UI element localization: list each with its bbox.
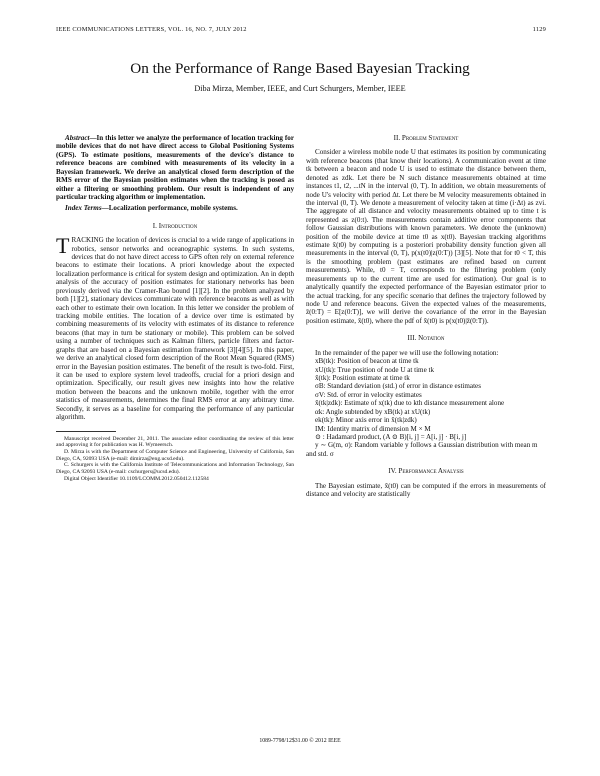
notation-item: σV: Std. of error in velocity estimates — [315, 390, 422, 399]
notation-item: σB: Standard deviation (std.) of error in distance estimates — [315, 382, 481, 391]
notation-item: x̂(tk|zdk): Estimate of x(tk) due to kth distance measurement alone — [315, 399, 505, 408]
intro-paragraph — [56, 233, 294, 422]
section-heading-problem-statement: II. Problem Statement — [393, 134, 459, 142]
copyright-footer: 1089-7798/12$31.00 © 2012 IEEE — [259, 738, 341, 744]
right-column — [306, 134, 546, 498]
notation-list — [306, 357, 546, 458]
left-column — [56, 134, 294, 482]
index-terms-label: Index Terms — [65, 204, 102, 213]
paper-title: On the Performance of Range Based Bayesian Tracking — [130, 60, 470, 77]
notation-intro: In the remainder of the paper we will use the following notation: — [315, 348, 499, 357]
abstract — [56, 134, 294, 201]
intro-text: RACKING the location of devices is crucial to a wide range of applications in robotics, sensor networks and oceanographic systems. In such systems, devices that do not have direct access to GPS often rely on external reference beacons to estimate their locations. A priori knowledge about the expected localization performance is critical for system design and optimization. An in depth analysis of the accuracy of position estimates for stationary networks has been previously derived via the Cramer-Rao bound [1][2]. In the problem analyzed by both [1][2], stationary devices communicate with reference beacons as well as with each other to estimate their own location. In this letter we consider the problem of tracking mobile entities. The location of a device over time is estimated by combining measurements of its velocity with estimates of its distance to reference beacons (that may in turn be stationary or mobile). This problem can be solved using a number of techniques such as Kalman filters, particle filters and factor-graphs that are based on a Bayesian estimation framework [3][4][5]. In this paper, we derive an analytical closed form description of the Root Mean Squared (RMS) error in the Bayesian position estimates. The benefit of the result is two-fold. First, it can be used to explore system level tradeoffs, crucial for a priori design and optimization. Specifically, our result gives new insights into how the relative motion between the beacons and the unknown mobile, together with the error statistics of measurements, determines the final RMS error at any arbitrary time. Secondly, it serves as a baseline for comparing the performance of any particular algorithm. — [56, 236, 294, 422]
notation-item: IM: Identity matrix of dimension M × M — [315, 424, 431, 433]
footnote-divider — [56, 431, 116, 432]
index-terms-text: —Localization performance, mobile systems. — [101, 204, 238, 213]
abstract-label: Abstract — [65, 134, 90, 142]
page-number: 1129 — [532, 26, 546, 33]
notation-item: xU(tk): True position of node U at time tk — [315, 365, 435, 374]
abstract-text: —In this letter we analyze the performance of location tracking for mobile devices that do not have direct access to Global Positioning Systems (GPS). To estimate positions, measurements of the device's distance to reference beacons are combined with measurements of its velocity in a Bayesian framework. We derive an analytical closed form description of the RMS error of the Bayesian position estimates when the tracking is posed as either a filtering or smoothing problem. Our result is independent of any particular tracking algorithm or implementation. — [56, 134, 294, 201]
footnote-author-mirza: D. Mirza is with the Department of Computer Science and Engineering, University of California, San Diego, CA, 92093 USA (e-mail: dimirza@eng.ucsd.edu). — [56, 448, 294, 462]
notation-item: ek(tk): Minor axis error in x̂(tk|zdk) — [315, 416, 417, 425]
running-header: IEEE COMMUNICATIONS LETTERS, VOL. 16, NO. 7, JULY 2012 — [56, 26, 247, 33]
problem-paragraph: Consider a wireless mobile node U that estimates its position by communicating with reference beacons (that know their locations). A communication event at time tk between a beacon and node U is used to estimate the distance between them, denoted as zdk. Let there be N such distance measurements obtained at time instances t1, t2, ...tN in the interval (0, T). In addition, we obtain measurements of node U's velocity with period Δt. Let there be M velocity measurements obtained in the interval (0, T). We denote a measurement of velocity taken at time (i·Δt) as zvi. The aggregate of all distance and velocity measurements obtained up to time t is represented as z(0:t). The measurements contain additive error components that follow Gaussian distributions with known parameters. We denote the (unknown) position of the mobile device at time t0 as x(t0). Bayesian tracking algorithms estimate x̂(t0) by computing is a posteriori probability density function given all measurements in the interval (0, T), p(x(t0)|z(0:T)) [3][5]. Note that for t0 < T, this is the smoothing problem (past estimates are refined based on current measurements). While, t0 = T, corresponds to the filtering problem (only measurements up to the current time are used for estimation). Our goal is to analytically quantify the expected performance of the Bayesian estimator prior to the actual tracking, for any specific scenario that defines the trajectory followed by node U and reference beacons. Given the expected values of the measurements, z̄(0:T) = E[z(0:T)], we will derive the covariance of the error in the Bayesian position estimate, x̂(t0), where the pdf of x̂(t0) is p(x(t0)|z̄(0:T)). — [306, 148, 546, 325]
drop-cap: T — [56, 233, 70, 259]
author-line: Diba Mirza, Member, IEEE, and Curt Schurgers, Member, IEEE — [194, 84, 406, 93]
notation-item: y ∼ G(m, σ): Random variable y follows a Gaussian distribution with mean m and std. σ — [306, 441, 538, 458]
notation-item: αk: Angle subtended by xB(tk) at xU(tk) — [315, 407, 431, 416]
footnote-doi: Digital Object Identifier 10.1109/LCOMM.2012.050412.112584 — [64, 475, 209, 482]
section-heading-performance-analysis: IV. Performance Analysis — [388, 467, 464, 476]
notation-item: x̂(tk): Position estimate at time tk — [315, 373, 410, 382]
performance-paragraph: The Bayesian estimate, x̂(t0) can be computed if the errors in measurements of distance and velocity are statistically — [306, 481, 546, 499]
index-terms — [56, 204, 294, 212]
section-heading-introduction: I. Introduction — [152, 221, 198, 230]
notation-item: xB(tk): Position of beacon at time tk — [315, 357, 419, 366]
footnote-manuscript: Manuscript received December 21, 2011. The associate editor coordinating the review of this letter and approving it for publication was H. Wymeersch. — [56, 435, 294, 449]
notation-item: ⊙ : Hadamard product, (A ⊙ B)[i, j] = A[i, j] · B[i, j] — [315, 432, 467, 441]
footnote-author-schurgers: C. Schurgers is with the California Institute of Telecommunications and Information Technology, San Diego, CA 92093 USA (e-mail: cschurgers@ucsd.edu). — [56, 462, 294, 476]
section-heading-notation: III. Notation — [407, 334, 445, 343]
